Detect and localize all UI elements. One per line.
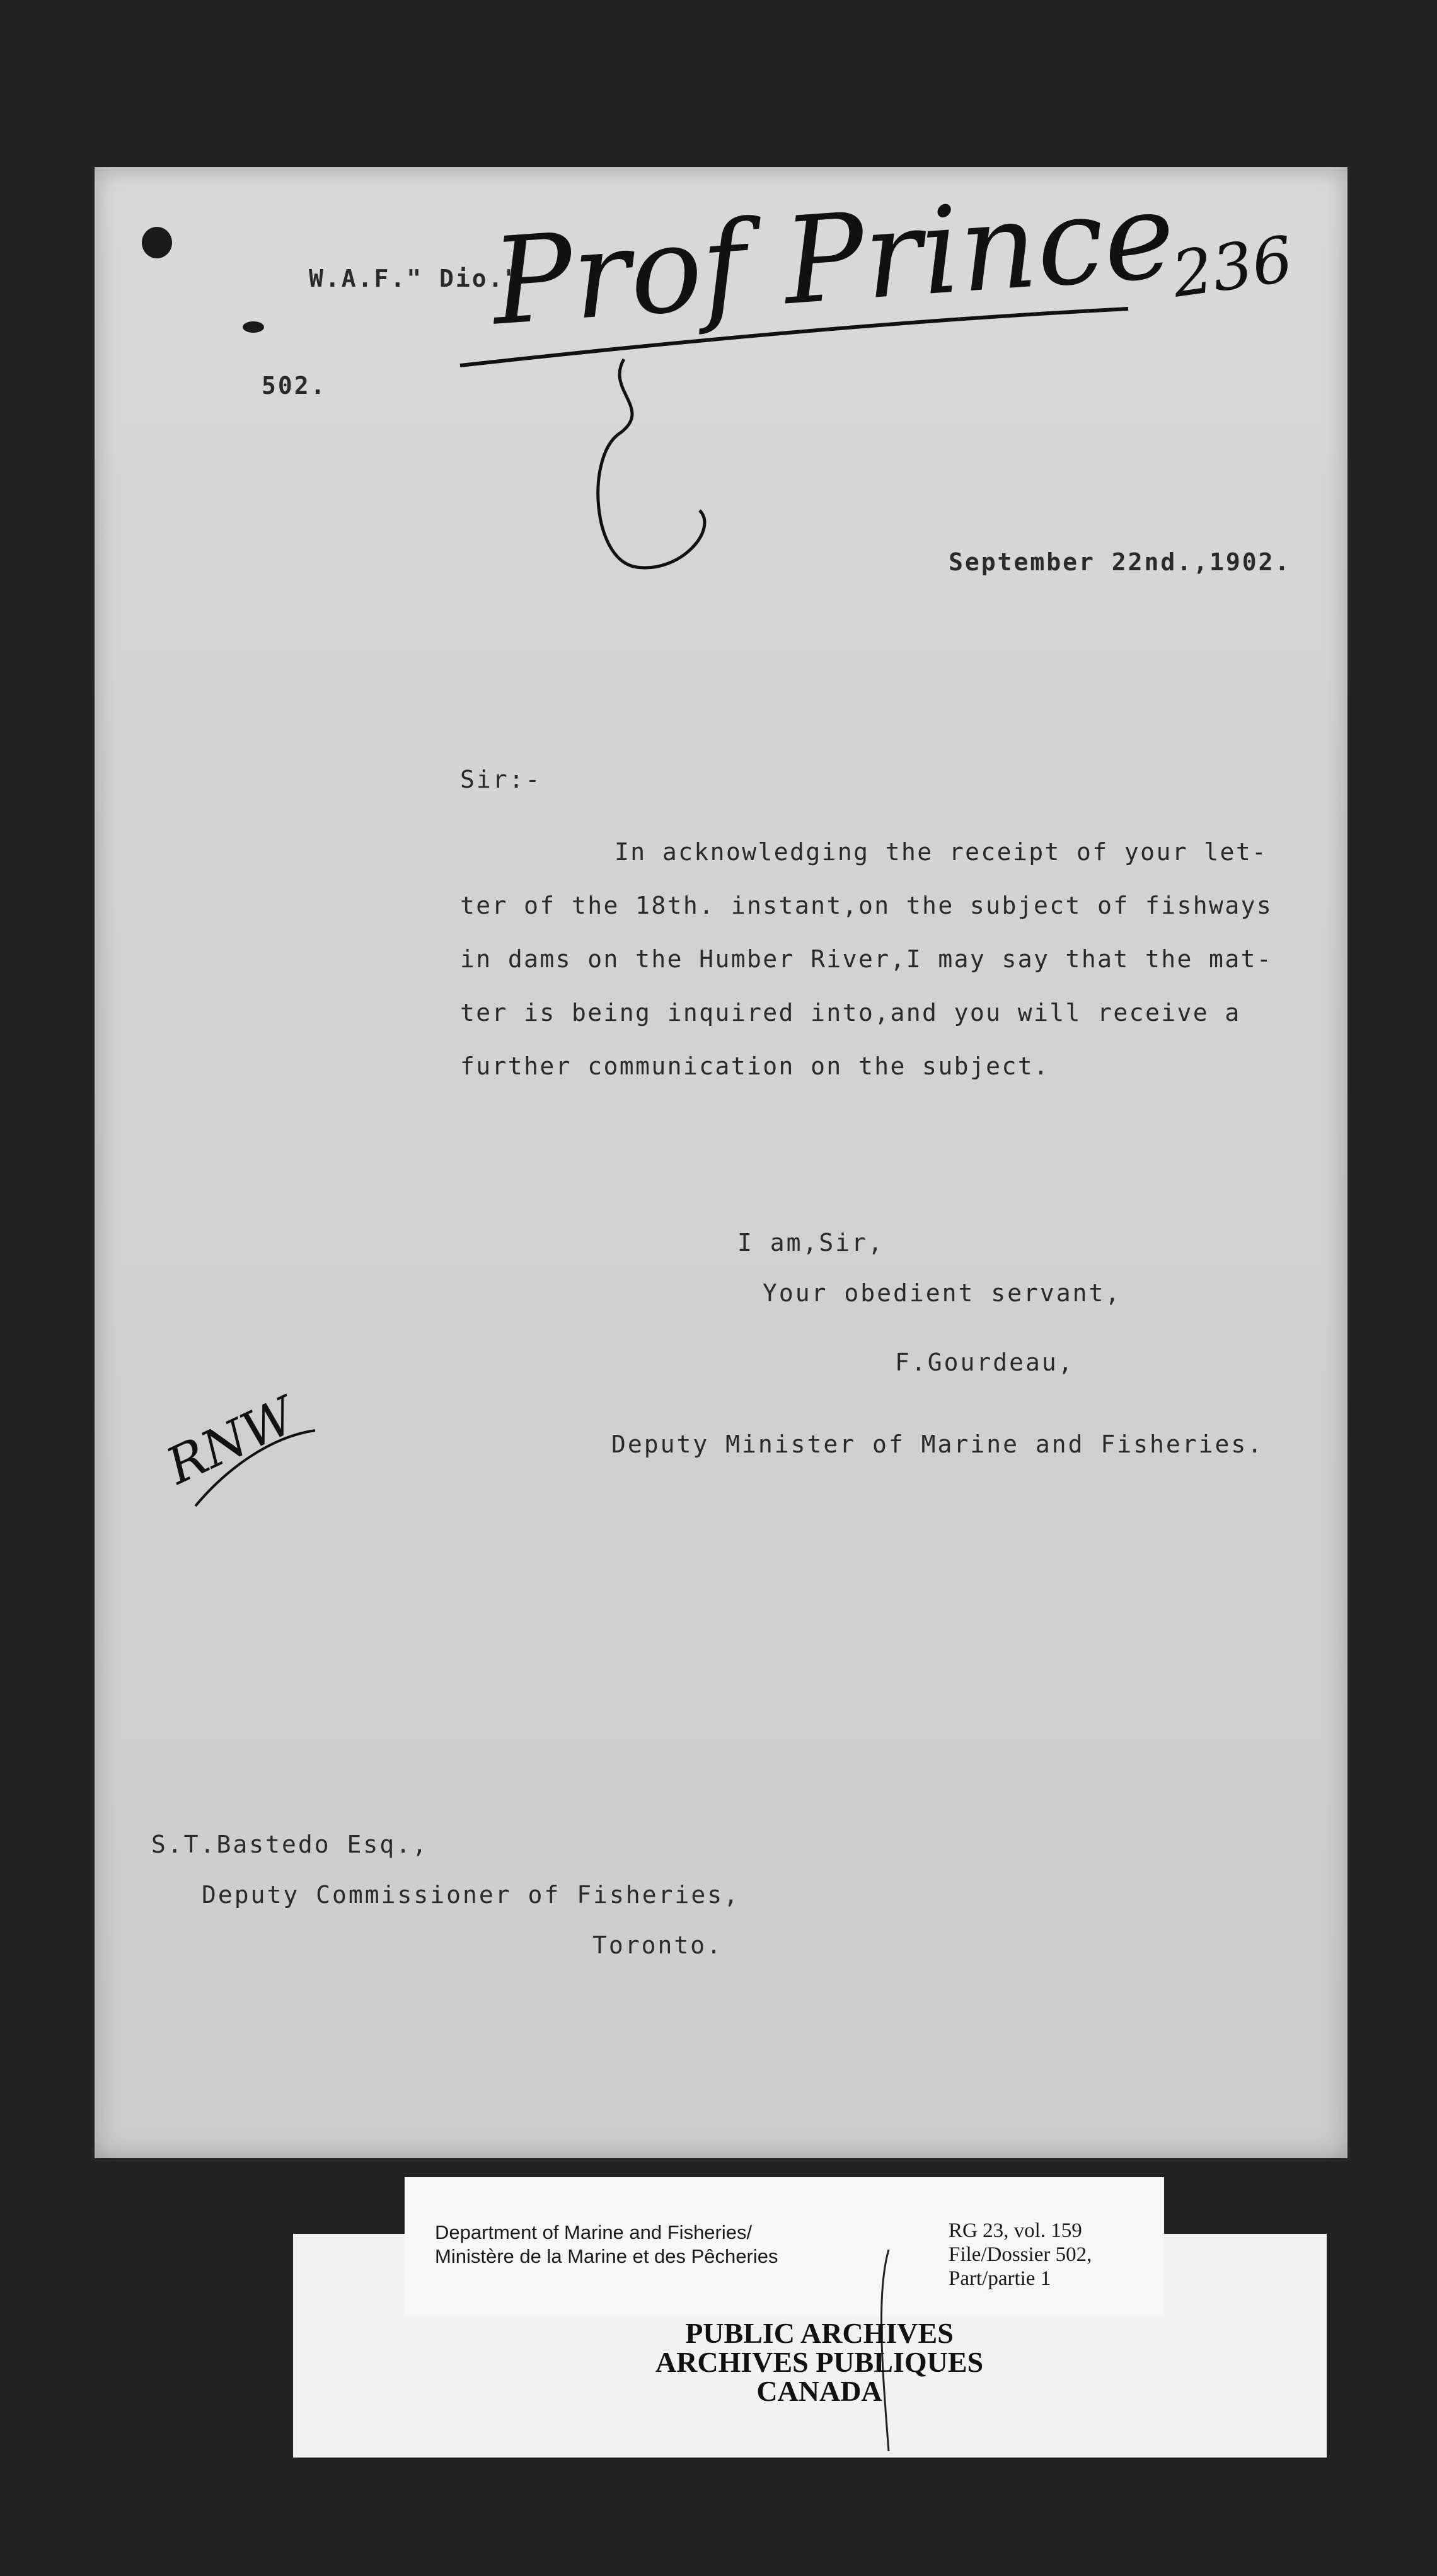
handwritten-number: 236 bbox=[1167, 222, 1298, 312]
recipient-name: S.T.Bastedo Esq., bbox=[151, 1831, 429, 1858]
body-line: in dams on the Humber River,I may say that the mat- bbox=[460, 945, 1273, 973]
signature: F.Gourdeau, bbox=[895, 1348, 1075, 1376]
initials-flourish bbox=[189, 1412, 328, 1538]
closing: I am,Sir, bbox=[737, 1229, 884, 1256]
recipient-title: Deputy Commissioner of Fisheries, bbox=[202, 1881, 740, 1909]
archives-line-3: CANADA bbox=[756, 2375, 882, 2407]
recipient-city: Toronto. bbox=[592, 1931, 724, 1959]
archives-stamp bbox=[605, 2319, 1034, 2406]
file-number: 502. bbox=[262, 372, 327, 400]
handwritten-mark bbox=[580, 353, 731, 592]
signatory-title: Deputy Minister of Marine and Fisheries. bbox=[611, 1430, 1264, 1458]
handwritten-underline bbox=[441, 296, 1147, 384]
body-line: further communication on the subject. bbox=[460, 1052, 1050, 1080]
label-ref-2: File/Dossier 502, bbox=[949, 2243, 1092, 2266]
ink-blot bbox=[142, 227, 172, 258]
archives-line-1: PUBLIC ARCHIVES bbox=[685, 2317, 954, 2349]
header-reference: W.A.F." Dio." bbox=[309, 265, 521, 292]
underline-stroke bbox=[460, 309, 1128, 365]
label-department-fr: Ministère de la Marine et des Pêcheries bbox=[435, 2245, 778, 2267]
handwritten-initials: RNW bbox=[158, 1386, 304, 1496]
archives-line-2: ARCHIVES PUBLIQUES bbox=[655, 2346, 984, 2378]
salutation: Sir:- bbox=[460, 766, 542, 793]
letter-date: September 22nd.,1902. bbox=[949, 548, 1291, 576]
ink-blot-small bbox=[243, 321, 264, 333]
body-line: ter is being inquired into,and you will receive a bbox=[460, 999, 1241, 1026]
body-line: In acknowledging the receipt of your let- bbox=[615, 838, 1268, 866]
label-ref-1: RG 23, vol. 159 bbox=[949, 2219, 1082, 2242]
handwritten-header: Prof Prince bbox=[487, 165, 1179, 352]
letter-body bbox=[460, 825, 1361, 1093]
mark-stroke bbox=[598, 359, 705, 568]
body-line: ter of the 18th. instant,on the subject of fishways bbox=[460, 892, 1273, 919]
closing-servant: Your obedient servant, bbox=[763, 1279, 1122, 1307]
flourish-stroke bbox=[195, 1430, 315, 1506]
label-department-en: Department of Marine and Fisheries/ bbox=[435, 2221, 753, 2243]
label-ref-3: Part/partie 1 bbox=[949, 2267, 1051, 2290]
